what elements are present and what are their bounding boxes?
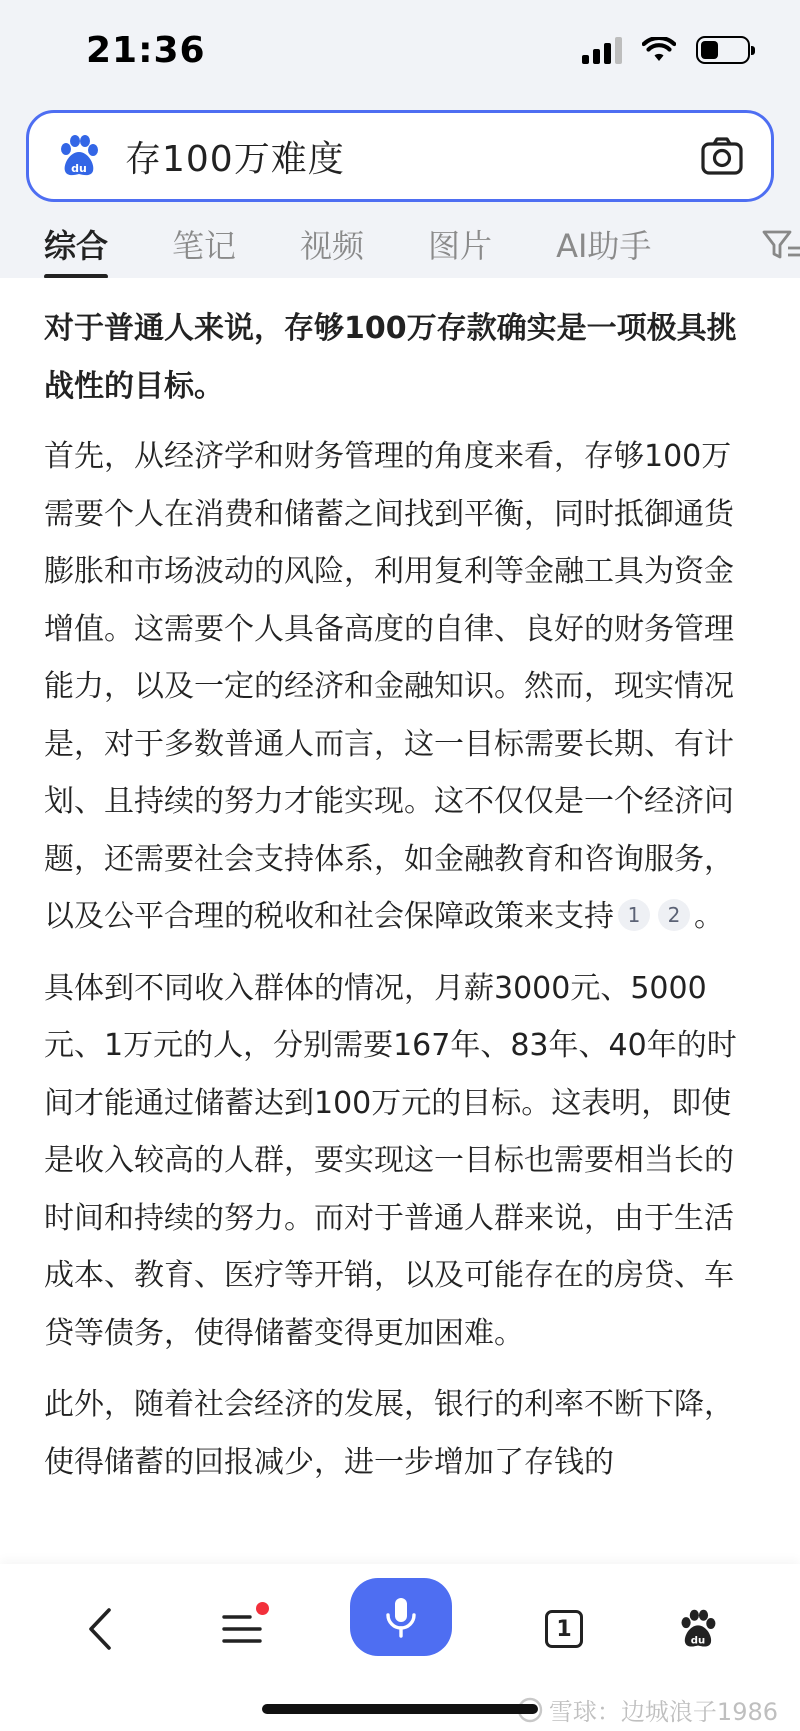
answer-paragraph-1 bbox=[44, 428, 756, 946]
status-icons bbox=[582, 36, 750, 64]
status-bar bbox=[0, 0, 800, 100]
voice-search-button[interactable] bbox=[350, 1578, 452, 1656]
bottom-nav-bar bbox=[0, 1564, 800, 1731]
citation-2[interactable]: 2 bbox=[658, 899, 690, 931]
cellular-signal-icon bbox=[582, 36, 622, 64]
status-time: 21:36 bbox=[86, 30, 206, 71]
tab-ai-assistant[interactable]: AI助手 bbox=[556, 227, 652, 265]
answer-paragraph-1-text: 首先，从经济学和财务管理的角度来看，存够100万需要个人在消费和储蓄之间找到平衡，同时抵御通货膨胀和市场波动的风险，利用复利等金融工具为资金增值。这需要个人具备高度的自律、良好的财务管理能力，以及一定的经济和金融知识。然而，现实情况是，对于多数普通人而言，这一目标需要长期、有计划、且持续的努力才能实现。这不仅仅是一个经济问题，还需要社会支持体系，如金融教育和咨询服务，以及公平合理的税收和社会保障政策来支持 bbox=[44, 439, 734, 934]
answer-paragraph-3: 此外，随着社会经济的发展，银行的利率不断下降，使得储蓄的回报减少，进一步增加了存钱的 bbox=[44, 1387, 734, 1480]
tabs-button[interactable] bbox=[534, 1584, 594, 1674]
notification-dot bbox=[256, 1602, 269, 1615]
watermark bbox=[517, 1692, 778, 1727]
answer-paragraph-1-end: 。 bbox=[694, 899, 724, 934]
tab-comprehensive[interactable]: 综合 bbox=[44, 221, 108, 267]
tab-count-icon: 1 bbox=[545, 1610, 583, 1648]
baidu-home-button[interactable] bbox=[668, 1584, 728, 1674]
citation-1[interactable]: 1 bbox=[618, 899, 650, 931]
battery-icon bbox=[696, 36, 750, 64]
svg-text:du: du bbox=[71, 162, 87, 175]
result-tabs bbox=[0, 210, 800, 278]
answer-paragraph-2: 具体到不同收入群体的情况，月薪3000元、5000元、1万元的人，分别需要167年、83年、40年的时间才能通过储蓄达到100万元的目标。这表明，即使是收入较高的人群，要实现这一目标也需要相当长的时间和持续的努力。而对于普通人群来说，由于生活成本、教育、医疗等开销，以及可能存在的房贷、车贷等债务，使得储蓄变得更加困难。 bbox=[44, 970, 737, 1351]
home-indicator[interactable] bbox=[262, 1704, 538, 1714]
menu-button[interactable] bbox=[212, 1584, 272, 1674]
tab-images[interactable]: 图片 bbox=[428, 227, 493, 265]
search-header bbox=[0, 100, 800, 210]
baidu-paw-icon bbox=[676, 1607, 720, 1651]
svg-text:du: du bbox=[690, 1635, 706, 1647]
search-box[interactable] bbox=[26, 110, 774, 202]
wifi-icon bbox=[642, 37, 676, 63]
menu-icon bbox=[220, 1609, 264, 1649]
back-button[interactable] bbox=[70, 1584, 130, 1674]
camera-icon[interactable] bbox=[699, 133, 745, 179]
tab-notes[interactable]: 笔记 bbox=[172, 227, 237, 265]
baidu-paw-icon bbox=[55, 132, 103, 180]
answer-lead: 对于普通人来说，存够100万存款确实是一项极具挑战性的目标。 bbox=[44, 311, 737, 404]
watermark-text: 雪球：边城浪子1986 bbox=[548, 1698, 778, 1726]
ai-answer-card bbox=[16, 278, 784, 1564]
chevron-left-icon bbox=[85, 1606, 115, 1652]
microphone-icon bbox=[384, 1595, 418, 1639]
tab-videos[interactable]: 视频 bbox=[300, 227, 365, 265]
search-query[interactable]: 存100万难度 bbox=[125, 138, 345, 180]
filter-icon[interactable] bbox=[760, 224, 800, 264]
